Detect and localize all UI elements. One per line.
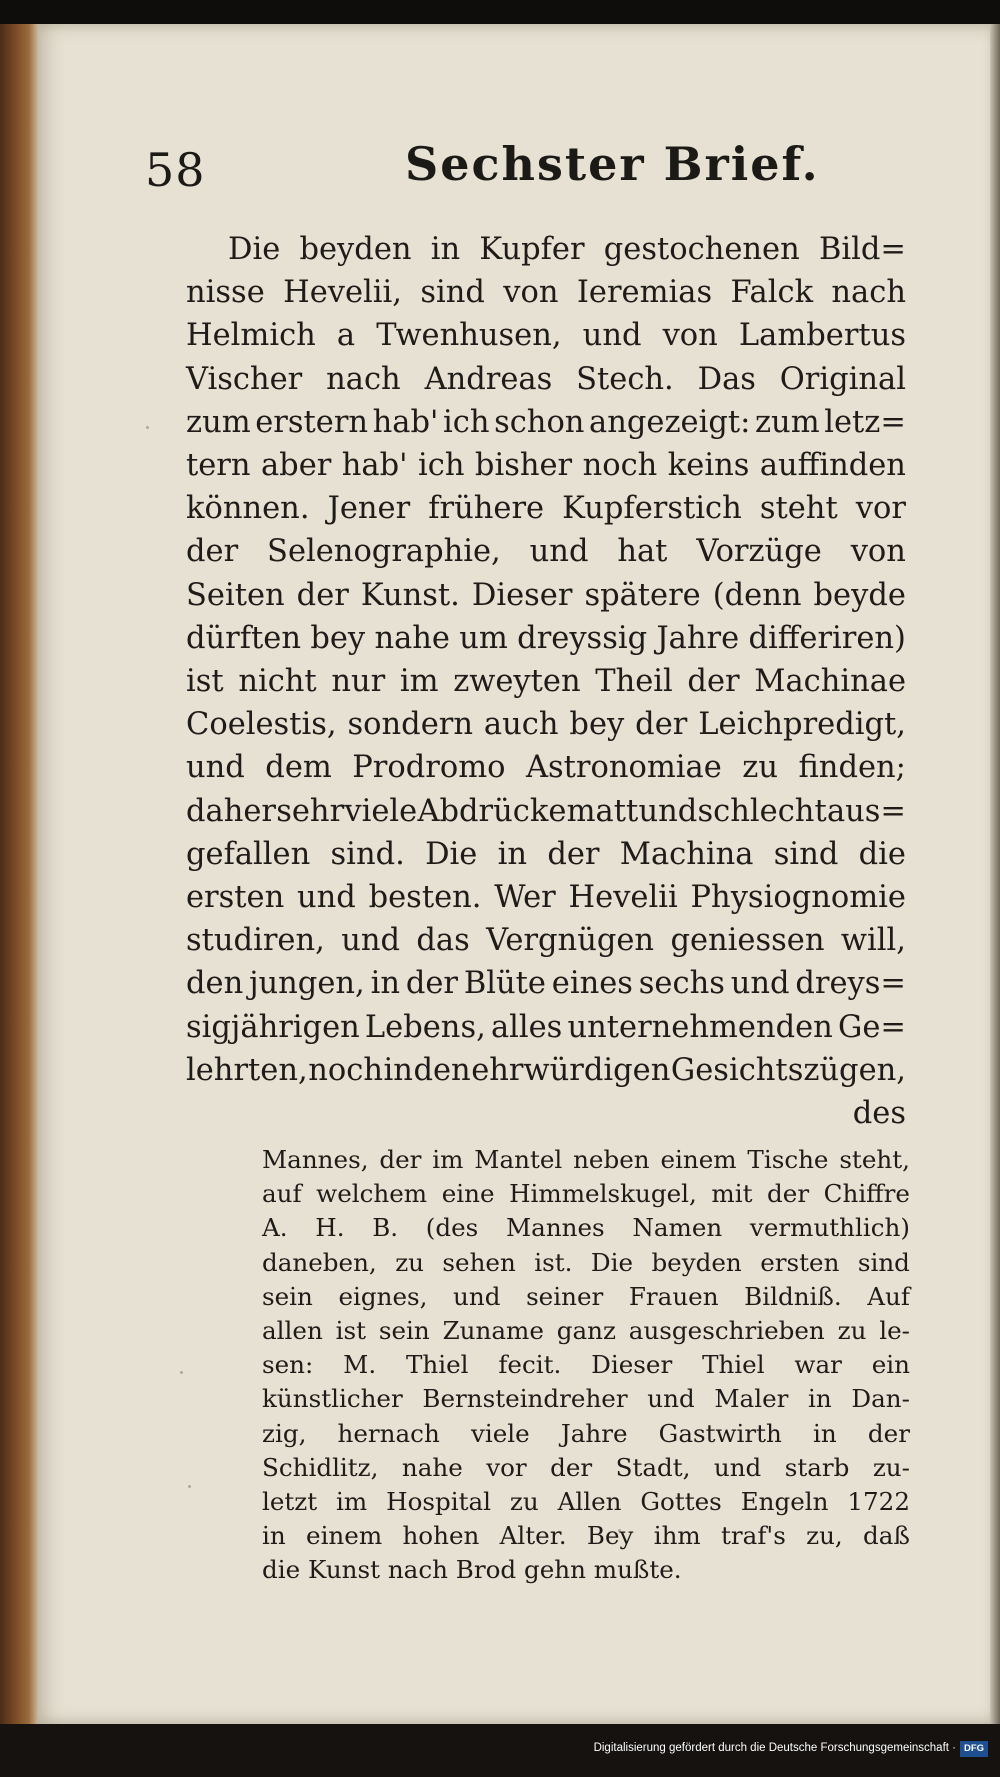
text-line — [186, 444, 906, 487]
word: geniessen — [670, 923, 825, 959]
word: sind — [857, 1247, 910, 1277]
word: das — [416, 923, 470, 959]
word: sondern — [347, 707, 473, 743]
word: B. — [372, 1213, 399, 1243]
footnote-line — [262, 1348, 910, 1382]
word: Hevelii, — [283, 275, 402, 311]
word: Original — [779, 361, 906, 397]
word: die — [858, 836, 906, 872]
word: in — [383, 1052, 413, 1088]
word: dreyssig — [517, 620, 648, 656]
word: eignes, — [338, 1281, 428, 1311]
word: Gesichtszügen, — [670, 1052, 906, 1088]
word: eines — [551, 966, 633, 1002]
word: angezeigt: — [589, 404, 751, 440]
word: jungen, — [249, 966, 365, 1002]
word: sind — [420, 275, 485, 311]
word: gehn — [523, 1555, 594, 1585]
word: den — [413, 1052, 471, 1088]
word: Dieser — [591, 1350, 673, 1380]
text-line — [186, 919, 906, 962]
word: finden; — [798, 750, 906, 786]
text-line — [186, 876, 906, 919]
word: mit — [711, 1179, 753, 1209]
word: daneben, — [262, 1247, 377, 1277]
word: le- — [879, 1316, 910, 1346]
word: sein — [378, 1316, 430, 1346]
word: hab' — [372, 404, 439, 440]
word: steht — [759, 491, 838, 527]
running-title: Sechster Brief. — [405, 137, 820, 191]
word: Tische — [747, 1145, 829, 1174]
word: zu — [509, 1487, 539, 1517]
footnote-line — [262, 1553, 910, 1587]
word: und — [647, 1384, 695, 1414]
word: zu — [395, 1247, 424, 1277]
word: Coelestis, — [186, 707, 337, 743]
word: und — [297, 880, 356, 916]
word: hernach — [337, 1418, 440, 1448]
word: Bildniß. — [744, 1281, 842, 1311]
word: nach — [387, 1555, 456, 1585]
word: in — [808, 1384, 832, 1414]
word: matt — [566, 793, 639, 829]
word: gefallen — [186, 836, 311, 872]
word: Mannes — [505, 1213, 605, 1243]
word: die — [262, 1555, 308, 1585]
catchword: des — [852, 1096, 906, 1132]
word: studiren, — [186, 923, 325, 959]
word: Vergnügen — [486, 923, 655, 959]
word: in — [370, 966, 400, 1002]
word: zweyten — [453, 664, 581, 700]
word: Schidlitz, — [262, 1452, 379, 1482]
funding-credit: Digitalisierung gefördert durch die Deutsche Forschungsgemeinschaft · — [593, 1742, 956, 1754]
word: und — [453, 1281, 501, 1311]
word: Gastwirth — [658, 1418, 782, 1448]
word: mußte. — [593, 1555, 682, 1585]
word: hat — [617, 534, 668, 570]
word: Astronomiae — [525, 750, 722, 786]
word: um — [459, 620, 508, 656]
text-line — [186, 574, 906, 617]
word: im — [432, 1145, 464, 1174]
word: Hevelii — [568, 880, 678, 916]
word: nach — [326, 361, 401, 397]
page-number: 58 — [145, 143, 206, 197]
word: Alter. — [499, 1521, 567, 1551]
word: sigjährigen — [186, 1009, 360, 1045]
word: Wer — [494, 880, 556, 916]
footnote-line — [262, 1280, 910, 1314]
word: Jahre — [656, 620, 740, 656]
word: Die — [590, 1247, 634, 1277]
word: Stech. — [576, 361, 674, 397]
word: hab' — [341, 448, 408, 484]
word: und — [713, 1452, 762, 1482]
text-line — [186, 790, 906, 833]
word: Namen — [632, 1213, 723, 1243]
word: Bild= — [818, 232, 906, 267]
word: fecit. — [498, 1350, 562, 1380]
word: viele — [344, 793, 418, 829]
word: a — [336, 318, 356, 354]
word: Vischer — [186, 361, 303, 397]
paper-speck — [146, 426, 149, 429]
word: Frauen — [628, 1281, 719, 1311]
word: A. — [262, 1213, 288, 1243]
word: in — [430, 232, 461, 267]
word: Ge= — [837, 1009, 906, 1045]
footnote-line — [262, 1143, 910, 1177]
word: 1722 — [847, 1487, 910, 1517]
word: differiren) — [748, 620, 906, 656]
page-right-edge — [990, 24, 1000, 1724]
word: und — [186, 750, 245, 786]
word: sechs — [638, 966, 725, 1002]
word: einem — [306, 1521, 383, 1551]
word: Mannes, — [262, 1145, 369, 1174]
word: frühere — [428, 491, 545, 527]
word: schon — [494, 404, 585, 440]
word: Mantel — [474, 1145, 563, 1174]
word: Das — [697, 361, 756, 397]
word: Kupfer — [479, 232, 585, 267]
word: nisse — [186, 275, 265, 311]
word: letz= — [824, 404, 906, 440]
word: der — [405, 966, 458, 1002]
word: Bernsteindreher — [422, 1384, 628, 1414]
word: Machina — [619, 836, 754, 872]
word: von — [662, 318, 718, 354]
word: auch — [483, 707, 559, 743]
word: und — [730, 966, 790, 1002]
word: Ieremias — [576, 275, 713, 311]
word: Brod — [455, 1555, 524, 1585]
scan-top-border — [0, 0, 1000, 24]
catchword-line — [186, 1092, 906, 1135]
word: und — [582, 318, 642, 354]
word: gestochenen — [603, 232, 800, 267]
footnote-line — [262, 1417, 910, 1451]
word: war — [794, 1350, 842, 1380]
footnote-line — [262, 1314, 910, 1348]
word: traf's — [721, 1521, 786, 1551]
word: bey — [310, 620, 366, 656]
footnote-line — [262, 1246, 910, 1280]
word: aber — [260, 448, 332, 484]
word: nach — [831, 275, 906, 311]
word: (des — [425, 1213, 479, 1243]
text-line — [186, 401, 906, 444]
word: steht, — [839, 1145, 910, 1174]
digitization-footer — [0, 1724, 1000, 1777]
main-text-block — [186, 228, 906, 1135]
text-line — [186, 746, 906, 789]
word: nahe — [401, 1452, 463, 1482]
word: dem — [265, 750, 332, 786]
dfg-logo: DFG — [960, 1741, 988, 1757]
word: tern — [186, 448, 251, 484]
word: Kunst — [307, 1555, 388, 1585]
word: einem — [660, 1145, 737, 1174]
word: ausgeschrieben — [628, 1316, 825, 1346]
word: ehrwürdigen — [471, 1052, 671, 1088]
word: dürften — [186, 620, 301, 656]
word: vor — [486, 1452, 527, 1482]
paper-speck — [180, 1371, 183, 1374]
word: der — [547, 836, 600, 872]
word: ist. — [534, 1247, 573, 1277]
word: Blüte — [463, 966, 546, 1002]
word: (denn — [712, 577, 802, 613]
word: und — [341, 923, 401, 959]
word: Vorzüge — [696, 534, 822, 570]
word: Dan- — [851, 1384, 910, 1414]
word: Theil — [595, 664, 673, 700]
word: besten. — [368, 880, 482, 916]
word: in — [497, 836, 528, 872]
word: Jener — [327, 491, 411, 527]
word: sind — [773, 836, 839, 872]
text-line — [186, 617, 906, 660]
word: und — [638, 793, 698, 829]
footnote-line — [262, 1177, 910, 1211]
word: Allen — [557, 1487, 622, 1517]
word: Bey — [586, 1521, 634, 1551]
word: zu — [837, 1316, 867, 1346]
word: Hospital — [386, 1487, 492, 1517]
word: bey — [569, 707, 625, 743]
word: beyden — [651, 1247, 742, 1277]
word: Andreas — [424, 361, 553, 397]
word: H. — [315, 1213, 345, 1243]
word: lehrten, — [186, 1052, 308, 1088]
word: ist — [335, 1316, 367, 1346]
paper-speck — [188, 1485, 191, 1488]
word: Auf — [867, 1281, 910, 1311]
word: ist — [186, 664, 224, 700]
word: im — [399, 664, 439, 700]
word: Lebens, — [364, 1009, 486, 1045]
word: ich — [417, 448, 465, 484]
word: starb — [784, 1452, 850, 1482]
word: Die — [228, 232, 281, 267]
footnote-line — [262, 1519, 910, 1553]
word: Jahre — [560, 1418, 628, 1448]
text-line — [186, 1049, 906, 1092]
text-line — [186, 228, 906, 271]
footnote-line — [262, 1382, 910, 1416]
text-line — [186, 962, 906, 1005]
word: Himmelskugel, — [509, 1179, 697, 1209]
word: nahe — [374, 620, 450, 656]
book-spine-edge — [0, 24, 38, 1724]
word: auf — [262, 1179, 302, 1209]
word: Thiel — [702, 1350, 765, 1380]
word: ersten — [186, 880, 285, 916]
word: welchem — [316, 1179, 428, 1209]
word: sen: — [262, 1350, 314, 1380]
word: Thiel — [405, 1350, 469, 1380]
word: zu- — [872, 1452, 910, 1482]
word: zum — [754, 404, 820, 440]
word: in — [262, 1521, 286, 1551]
word: Dieser — [471, 577, 573, 613]
text-line — [186, 530, 906, 573]
word: der — [296, 577, 349, 613]
word: Die — [425, 836, 478, 872]
word: Maler — [714, 1384, 789, 1414]
word: keins — [667, 448, 750, 484]
word: Kunst. — [360, 577, 460, 613]
word: sehen — [442, 1247, 516, 1277]
word: Helmich — [186, 318, 316, 354]
word: im — [336, 1487, 368, 1517]
word: sein — [262, 1281, 313, 1311]
word: sind. — [330, 836, 405, 872]
word: neben — [573, 1145, 650, 1174]
word: beyden — [299, 232, 412, 267]
text-line — [186, 271, 906, 314]
word: vermuthlich) — [749, 1213, 910, 1243]
word: ersten — [760, 1247, 840, 1277]
word: sehr — [276, 793, 345, 829]
word: der — [635, 707, 688, 743]
footnote-line — [262, 1451, 910, 1485]
word: allen — [262, 1316, 323, 1346]
footnote-block — [262, 1143, 910, 1588]
word: Selenographie, — [267, 534, 501, 570]
word: noch — [308, 1052, 383, 1088]
word: Machinae — [754, 664, 906, 700]
word: zig, — [262, 1418, 307, 1448]
word: der — [867, 1418, 910, 1448]
word: den — [186, 966, 244, 1002]
word: Zuname — [442, 1316, 544, 1346]
word: von — [850, 534, 906, 570]
word: auffinden — [759, 448, 906, 484]
word: der — [550, 1452, 593, 1482]
footnote-line — [262, 1211, 910, 1245]
text-line — [186, 703, 906, 746]
word: der — [687, 664, 740, 700]
word: können. — [186, 491, 310, 527]
text-line — [186, 487, 906, 530]
word: eine — [441, 1179, 495, 1209]
text-line — [186, 358, 906, 401]
text-line — [186, 314, 906, 357]
word: ich — [442, 404, 490, 440]
word: Physiognomie — [690, 880, 906, 916]
word: seiner — [526, 1281, 604, 1311]
word: Abdrücke — [417, 793, 567, 829]
word: ihm — [653, 1521, 701, 1551]
word: in — [813, 1418, 837, 1448]
word: erstern — [255, 404, 369, 440]
word: letzt — [262, 1487, 318, 1517]
word: Kupferstich — [562, 491, 742, 527]
word: Lambertus — [738, 318, 906, 354]
word: spätere — [584, 577, 701, 613]
word: dreys= — [795, 966, 906, 1002]
footnote-line — [262, 1485, 910, 1519]
word: künstlicher — [262, 1384, 403, 1414]
word: ein — [871, 1350, 910, 1380]
word: der — [379, 1145, 422, 1174]
text-line — [186, 833, 906, 876]
word: nur — [331, 664, 386, 700]
page-header — [145, 125, 915, 205]
word: nicht — [238, 664, 317, 700]
word: der — [767, 1179, 810, 1209]
word: daher — [186, 793, 276, 829]
word: der — [186, 534, 239, 570]
word: von — [503, 275, 559, 311]
word: noch — [582, 448, 658, 484]
word: Falck — [730, 275, 814, 311]
word: vor — [855, 491, 906, 527]
word: ganz — [556, 1316, 616, 1346]
word: alles — [490, 1009, 563, 1045]
word: zu, — [806, 1521, 843, 1551]
word: Engeln — [740, 1487, 829, 1517]
word: zu — [742, 750, 778, 786]
word: Twenhusen, — [376, 318, 562, 354]
word: schlecht — [697, 793, 827, 829]
word: unternehmenden — [567, 1009, 833, 1045]
word: Gottes — [640, 1487, 722, 1517]
word: bisher — [474, 448, 573, 484]
word: Prodromo — [352, 750, 506, 786]
word: viele — [470, 1418, 530, 1448]
word: Chiffre — [823, 1179, 910, 1209]
text-line — [186, 660, 906, 703]
word: aus= — [826, 793, 906, 829]
word: Stadt, — [615, 1452, 691, 1482]
word: daß — [863, 1521, 910, 1551]
word: beyde — [813, 577, 906, 613]
word: Seiten — [186, 577, 285, 613]
word: zum — [186, 404, 251, 440]
word: und — [529, 534, 589, 570]
word: Leichpredigt, — [698, 707, 906, 743]
word: M. — [343, 1350, 377, 1380]
word: will, — [840, 923, 906, 959]
word: hohen — [402, 1521, 480, 1551]
text-line — [186, 1006, 906, 1049]
